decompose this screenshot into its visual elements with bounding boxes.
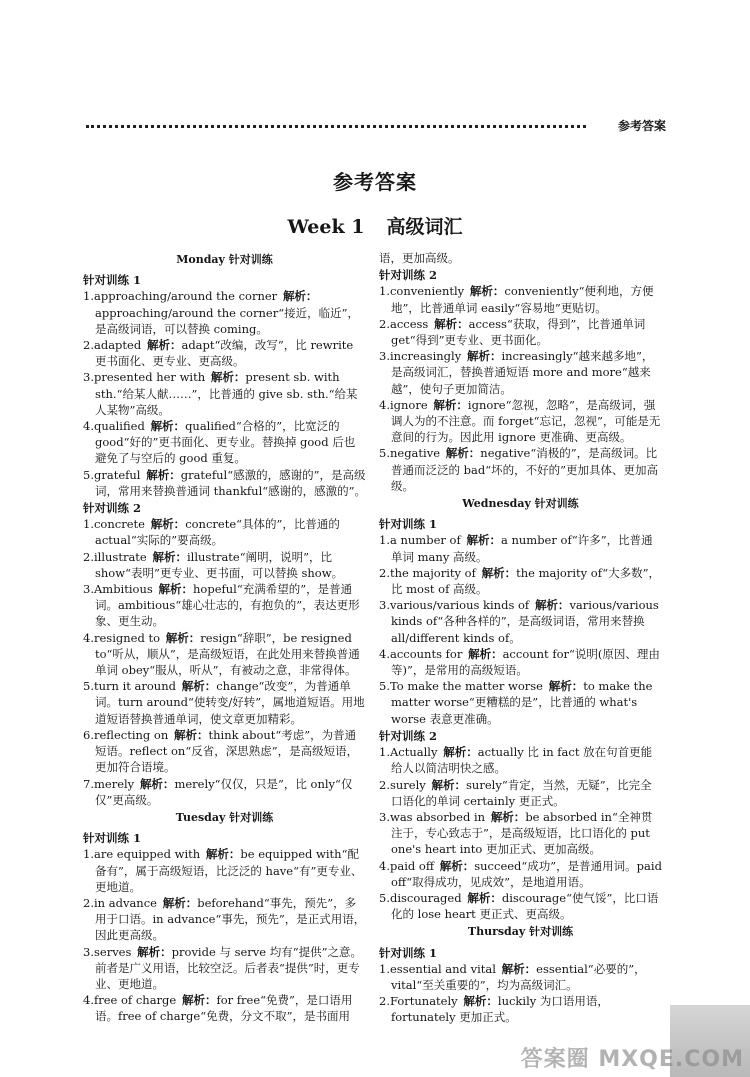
item-number: 2.: [83, 549, 94, 564]
explanation-text: qualified“合格的”，比宽泛的 good“好的”更书面化、更专业。替换掉 good 后也避免了与空后的 good 重复。: [95, 419, 356, 466]
analysis-label: 解析：: [433, 397, 468, 412]
answer-item: [379, 283, 662, 315]
answer-text: Ambitious: [93, 582, 153, 597]
analysis-label: 解析：: [150, 419, 186, 434]
answer-text: free of charge: [93, 993, 177, 1008]
day-heading: Thursday 针对训练: [467, 925, 574, 939]
day-heading: Wednesday 针对训练: [462, 497, 579, 511]
item-number: 1.: [83, 847, 94, 862]
item-number: 5.: [379, 890, 390, 905]
section-heading: 针对训练 1: [379, 945, 438, 960]
analysis-label: 解析：: [146, 338, 182, 353]
week-number: Week 1: [287, 216, 365, 238]
answer-text: increasingly: [389, 349, 462, 364]
explanation-text: resign“辞职”，be resigned to“听从，顺从”，是高级短语，在此处用来替换普通单词 obey“服从，听从”，有被动之意，非常得体。: [95, 630, 360, 678]
answer-item: [83, 369, 366, 418]
answer-text: was absorbed in: [389, 809, 486, 824]
analysis-label: 解析：: [443, 745, 478, 760]
answer-text: qualified: [93, 419, 145, 434]
answer-text: paid off: [389, 858, 434, 873]
answer-item: [83, 992, 366, 1024]
answer-item: [379, 890, 662, 922]
item-number: 6.: [83, 727, 94, 742]
analysis-label: 解析：: [210, 370, 246, 385]
answer-item: [379, 858, 662, 890]
item-number: 5.: [83, 467, 94, 482]
answer-text: reflecting on: [93, 727, 169, 742]
answer-item: [83, 467, 366, 499]
item-number: 4.: [379, 858, 390, 873]
explanation-text: provide 与 serve 均有“提供”之意。前者是广义用语，比较空泛。后者表“提供”时，更专业、更地道。: [95, 944, 363, 991]
header-dotted-rule: [86, 125, 586, 128]
analysis-label: 解析：: [181, 993, 217, 1008]
answer-item: [83, 337, 366, 369]
right-column: [379, 250, 662, 1026]
analysis-label: 解析：: [467, 890, 502, 905]
explanation-text: merely“仅仅，只是”，比 only“仅仅”更高级。: [95, 776, 353, 807]
explanation-text: approaching/around the corner“接近，临近”，是高级词语，可以替换 coming。: [95, 305, 359, 336]
item-number: 4.: [379, 646, 390, 661]
answer-item: [379, 777, 662, 809]
answer-text: essential and vital: [389, 961, 496, 976]
analysis-label: 解析：: [534, 598, 570, 613]
analysis-label: 解析：: [501, 961, 537, 976]
answer-item: [379, 397, 662, 446]
item-number: 4.: [83, 993, 94, 1008]
explanation-text: ignore“忽视，忽略”，是高级词，强调人为的不注意。而 forget“忘记，忽视”，可能是无意间的行为。因此用 ignore 更准确、更高级。: [391, 397, 661, 445]
section-heading: 针对训练 1: [83, 831, 142, 846]
item-number: 3.: [379, 349, 390, 364]
answer-item: [83, 418, 366, 467]
page-title: 参考答案: [333, 170, 417, 194]
answer-item: [83, 581, 366, 630]
answer-text: accounts for: [389, 646, 463, 661]
answer-text: adapted: [93, 338, 142, 353]
answer-text: grateful: [93, 467, 141, 482]
analysis-label: 解析：: [468, 646, 503, 661]
explanation-text: be equipped with“配备有”，属于高级短语，比泛泛的 have“有”更专业、更地道。: [95, 847, 363, 894]
answer-text: various/various kinds of: [389, 598, 530, 613]
answer-text: illustrate: [93, 549, 147, 564]
answer-item: [379, 993, 662, 1025]
item-number: 3.: [379, 598, 390, 613]
explanation-text: succeed“成功”，是普通用词。paid off“取得成功，见成效”，是地道用语。: [391, 858, 662, 889]
explanation-text: increasingly“越来越多地”，是高级词汇，替换普通短语 more and more“越来越”，使句子更加简洁。: [391, 349, 654, 396]
answer-text: surely: [389, 777, 426, 792]
item-number: 1.: [379, 533, 390, 548]
explanation-text: access“获取，得到”，比普通单词 get“得到”更专业、更书面化。: [391, 316, 646, 348]
week-heading: [0, 212, 750, 239]
explanation-text: change“改变”，为普通单词。turn around“使转变/好转”，属地道短语。用地道短语替换普通单词，使文章更加精彩。: [95, 679, 365, 726]
answer-item: [83, 678, 366, 727]
analysis-label: 解析：: [466, 533, 501, 548]
section-heading: 针对训练 1: [379, 517, 438, 532]
analysis-label: 解析：: [152, 549, 187, 564]
left-column: [83, 250, 366, 1025]
analysis-label: 解析：: [165, 630, 201, 645]
item-number: 4.: [83, 419, 94, 434]
item-number: 5.: [83, 679, 94, 694]
explanation-text: essential“必要的”，vital“至关重要的”，均为高级词汇。: [391, 961, 646, 992]
answer-text: merely: [93, 776, 135, 791]
answer-text: conveniently: [389, 284, 465, 299]
answer-item: [379, 678, 662, 727]
analysis-label: 解析：: [490, 809, 526, 824]
analysis-label: 解析：: [181, 679, 217, 694]
analysis-label: 解析：: [162, 895, 198, 910]
item-number: 3.: [83, 582, 94, 597]
answer-text: serves: [93, 944, 132, 959]
explanation-text: a number of“许多”，比普通单词 many 高级。: [391, 533, 653, 564]
section-heading: 针对训练 2: [379, 268, 438, 283]
answer-item: [379, 565, 662, 597]
answer-item: [83, 288, 366, 337]
analysis-label: 解析：: [146, 467, 181, 482]
item-number: 2.: [379, 994, 390, 1009]
answer-item: [83, 895, 366, 944]
answer-item: [379, 809, 662, 858]
item-number: 3.: [83, 370, 94, 385]
explanation-text: actually 比 in fact 放在句首更能给人以简洁明快之感。: [391, 745, 653, 776]
item-number: 1.: [379, 961, 390, 976]
day-heading: Monday 针对训练: [176, 253, 273, 266]
explanation-text: various/various kinds of“各种各样的”，是高级词语，常用来替换 all/different kinds of。: [391, 598, 659, 645]
item-number: 1.: [83, 517, 94, 532]
answer-item: [379, 316, 662, 348]
analysis-label: 解析：: [431, 777, 467, 792]
explanation-text: illustrate“阐明，说明”，比 show“表明”更专业、更书面，可以替换 show。: [95, 549, 344, 580]
answer-text: in advance: [93, 895, 157, 910]
analysis-label: 解析：: [548, 679, 584, 694]
explanation-text: be absorbed in“全神贯注于，专心致志于”，是高级短语，比口语化的 put one's heart into 更加正式、更加高级。: [391, 809, 653, 857]
item-number: 1.: [83, 289, 94, 304]
item-number: 2.: [379, 565, 390, 580]
analysis-label: 解析：: [466, 349, 502, 364]
answer-text: Fortunately: [389, 994, 458, 1009]
explanation-text: the majority of“大多数”，比 most of 高级。: [391, 565, 660, 597]
watermark-logo: 答案圈 MXQE.COM: [520, 1047, 744, 1072]
analysis-label: 解析：: [137, 944, 172, 959]
explanation-text: hopeful“充满希望的”，是普通词。ambitious“雄心壮志的，有抱负的”，表达更形象、更生动。: [95, 582, 360, 629]
explanation-text: discourage“使气馁”，比口语化的 lose heart 更正式、更高级。: [391, 890, 659, 922]
item-number: 5.: [379, 446, 390, 461]
item-number: 5.: [379, 679, 390, 694]
item-number: 2.: [379, 777, 390, 792]
answer-item: [379, 961, 662, 993]
explanation-text: surely“肯定，当然，无疑”，比完全口语化的单词 certainly 更正式。: [391, 777, 652, 808]
item-number: 1.: [379, 284, 390, 299]
answer-text: discouraged: [389, 890, 462, 905]
answer-item: [379, 744, 662, 776]
item-number: 4.: [83, 630, 94, 645]
week-topic: 高级词汇: [386, 216, 463, 238]
answer-item: [83, 776, 366, 808]
answer-item: [379, 348, 662, 397]
answer-item: [379, 646, 662, 678]
analysis-label: 解析：: [463, 994, 498, 1009]
answer-text: a number of: [389, 533, 461, 548]
explanation-text: present sb. with sth.“给某人献……”，比普通的 give sb. sth.“给某人某物”高级。: [95, 370, 358, 417]
item-number: 7.: [83, 776, 94, 791]
answer-item: [83, 516, 366, 548]
analysis-label: 解析：: [205, 847, 241, 862]
section-heading: 针对训练 1: [83, 273, 142, 288]
explanation-text: account for“说明(原因、理由等)”，是常用的高级短语。: [391, 646, 660, 678]
item-number: 3.: [83, 944, 94, 959]
analysis-label: 解析：: [434, 316, 469, 331]
explanation-text: negative“消极的”，是高级词。比普通而泛泛的 bad“坏的，不好的”更加具体、更加高级。: [391, 446, 658, 493]
section-heading: 针对训练 2: [83, 501, 142, 516]
explanation-text: conveniently“便利地，方便地”，比普通单词 easily“容易地”更贴切。: [391, 284, 654, 315]
answer-item: [83, 549, 366, 581]
explanation-text: for free“免费”，是口语用语。free of charge“免费，分文不取”，是书面用: [95, 993, 353, 1024]
answer-text: ignore: [389, 397, 428, 412]
answer-text: approaching/around the corner: [93, 289, 278, 304]
explanation-text: to make the matter worse“更糟糕的是”，比普通的 what's worse 表意更准确。: [391, 679, 653, 726]
answer-text: negative: [389, 446, 441, 461]
section-heading: 针对训练 2: [379, 728, 438, 743]
item-number: 2.: [83, 895, 94, 910]
answer-text: presented her with: [93, 370, 206, 385]
analysis-label: 解析：: [174, 727, 209, 742]
explanation-text: grateful“感激的，感谢的”，是高级词，常用来替换普通词 thankful“感谢的，感激的”。: [95, 467, 367, 498]
answer-text: turn it around: [93, 679, 176, 694]
answer-text: To make the matter worse: [389, 679, 543, 694]
answer-item: [379, 597, 662, 646]
answer-item: [379, 532, 662, 564]
answer-item: [83, 727, 366, 776]
analysis-label: 解析：: [139, 776, 175, 791]
answer-text: concrete: [93, 517, 145, 532]
answer-item: [379, 445, 662, 494]
answer-text: the majority of: [389, 565, 476, 580]
analysis-label: 解析：: [481, 565, 517, 580]
item-number: 2.: [379, 316, 390, 331]
running-header: 参考答案: [617, 119, 666, 133]
item-number: 2.: [83, 338, 94, 353]
analysis-label: 解析：: [439, 858, 475, 873]
explanation-text: think about“考虑”，为普通短语。reflect on“反省，深思熟虑”，是高级短语，更加符合语境。: [95, 727, 359, 775]
analysis-label: 解析：: [158, 582, 194, 597]
analysis-label: 解析：: [445, 446, 481, 461]
answer-text: Actually: [389, 745, 438, 760]
answer-item: [83, 630, 366, 679]
answer-item: [83, 944, 366, 993]
day-heading: Tuesday 针对训练: [175, 810, 274, 824]
explanation-text: beforehand“事先，预先”，多用于口语。in advance“事先，预先”，是正式用语，因此更高级。: [95, 895, 366, 943]
explanation-text: concrete“具体的”，比普通的 actual“实际的”要高级。: [95, 517, 340, 548]
explanation-text: adapt“改编，改写”，比 rewrite 更书面化、更专业、更高级。: [95, 338, 354, 369]
item-number: 3.: [379, 809, 390, 824]
item-number: 1.: [379, 745, 390, 760]
answer-text: access: [389, 316, 429, 331]
analysis-label: 解析：: [282, 289, 318, 304]
analysis-label: 解析：: [469, 284, 505, 299]
answer-text: are equipped with: [93, 847, 201, 862]
continued-text: 语，更加高级。: [379, 251, 460, 265]
analysis-label: 解析：: [150, 517, 186, 532]
answer-item: [83, 846, 366, 895]
explanation-text: luckily 为口语用语，fortunately 更加正式。: [391, 994, 609, 1025]
item-number: 4.: [379, 397, 390, 412]
answer-text: resigned to: [93, 630, 161, 645]
